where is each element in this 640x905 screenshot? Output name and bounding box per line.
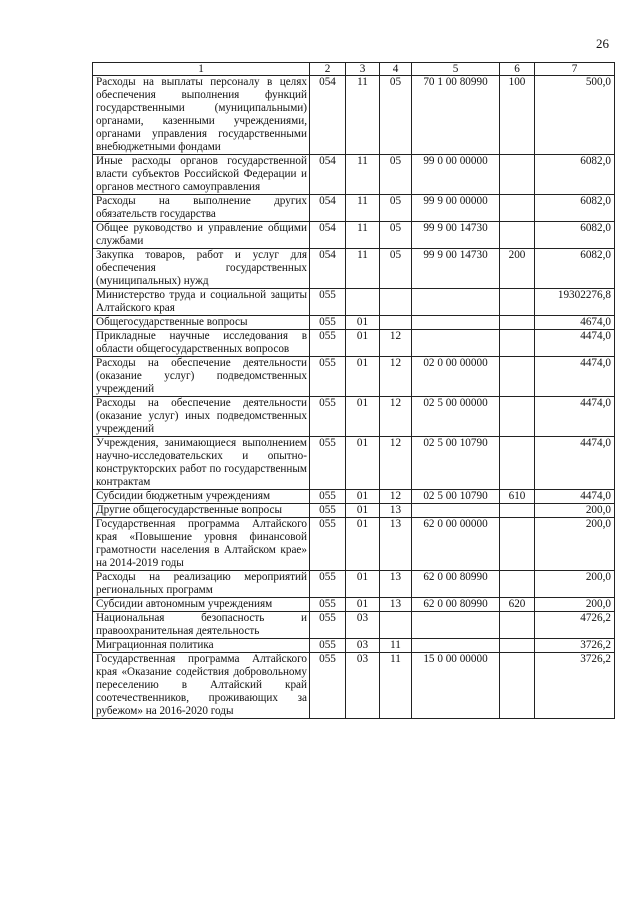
col-header-vr: 6 bbox=[500, 63, 535, 76]
cell-pr: 05 bbox=[380, 76, 412, 155]
cell-name: Государственная программа Алтайского края «Повышение уровня финансовой грамотности населения в Алтайском крае» на 2014-2019 годы bbox=[93, 518, 310, 571]
cell-name: Другие общегосударственные вопросы bbox=[93, 504, 310, 518]
cell-csr: 99 0 00 00000 bbox=[412, 155, 500, 195]
cell-csr bbox=[412, 612, 500, 639]
cell-name: Расходы на реализацию мероприятий региональных программ bbox=[93, 571, 310, 598]
cell-rz: 11 bbox=[346, 76, 380, 155]
cell-csr bbox=[412, 504, 500, 518]
cell-name: Расходы на выплаты персоналу в целях обеспечения выполнения функций государственными (муниципальными) органами, казенными учреждениями, органами управления государственными внебюджетными фондами bbox=[93, 76, 310, 155]
cell-ved: 054 bbox=[310, 76, 346, 155]
cell-ved: 055 bbox=[310, 397, 346, 437]
cell-vr bbox=[500, 222, 535, 249]
cell-name: Общегосударственные вопросы bbox=[93, 316, 310, 330]
cell-sum: 4474,0 bbox=[535, 490, 615, 504]
cell-rz: 01 bbox=[346, 504, 380, 518]
cell-pr: 05 bbox=[380, 155, 412, 195]
cell-sum: 4674,0 bbox=[535, 316, 615, 330]
cell-pr: 12 bbox=[380, 357, 412, 397]
cell-rz: 11 bbox=[346, 195, 380, 222]
cell-sum: 19302276,8 bbox=[535, 289, 615, 316]
cell-vr bbox=[500, 155, 535, 195]
page-number: 26 bbox=[596, 36, 609, 51]
cell-vr bbox=[500, 437, 535, 490]
cell-vr bbox=[500, 504, 535, 518]
cell-pr: 11 bbox=[380, 653, 412, 719]
col-header-rz: 3 bbox=[346, 63, 380, 76]
cell-csr: 62 0 00 00000 bbox=[412, 518, 500, 571]
cell-ved: 055 bbox=[310, 639, 346, 653]
cell-pr: 13 bbox=[380, 518, 412, 571]
col-header-csr: 5 bbox=[412, 63, 500, 76]
cell-vr bbox=[500, 639, 535, 653]
cell-pr: 12 bbox=[380, 437, 412, 490]
cell-csr: 02 5 00 10790 bbox=[412, 437, 500, 490]
table-row bbox=[93, 437, 615, 490]
table-row bbox=[93, 504, 615, 518]
cell-rz: 01 bbox=[346, 330, 380, 357]
cell-sum: 4474,0 bbox=[535, 330, 615, 357]
cell-sum: 200,0 bbox=[535, 518, 615, 571]
cell-name: Расходы на обеспечение деятельности (оказание услуг) иных подведомственных учреждений bbox=[93, 397, 310, 437]
cell-rz: 01 bbox=[346, 397, 380, 437]
cell-csr: 02 5 00 00000 bbox=[412, 397, 500, 437]
table-row bbox=[93, 316, 615, 330]
cell-sum: 6082,0 bbox=[535, 249, 615, 289]
col-header-ved: 2 bbox=[310, 63, 346, 76]
cell-name: Государственная программа Алтайского края «Оказание содействия добровольному переселению в Алтайский край соотечественников, проживающих за рубежом» на 2016-2020 годы bbox=[93, 653, 310, 719]
cell-sum: 200,0 bbox=[535, 571, 615, 598]
cell-name: Министерство труда и социальной защиты Алтайского края bbox=[93, 289, 310, 316]
cell-sum: 6082,0 bbox=[535, 155, 615, 195]
cell-vr: 620 bbox=[500, 598, 535, 612]
cell-vr bbox=[500, 316, 535, 330]
cell-name: Субсидии бюджетным учреждениям bbox=[93, 490, 310, 504]
cell-csr: 62 0 00 80990 bbox=[412, 571, 500, 598]
cell-sum: 200,0 bbox=[535, 598, 615, 612]
table-row bbox=[93, 222, 615, 249]
cell-pr: 13 bbox=[380, 598, 412, 612]
cell-sum: 4726,2 bbox=[535, 612, 615, 639]
cell-csr bbox=[412, 639, 500, 653]
cell-vr bbox=[500, 289, 535, 316]
col-header-sum: 7 bbox=[535, 63, 615, 76]
cell-csr: 15 0 00 00000 bbox=[412, 653, 500, 719]
table-row bbox=[93, 571, 615, 598]
cell-name: Национальная безопасность и правоохранительная деятельность bbox=[93, 612, 310, 639]
table-row bbox=[93, 397, 615, 437]
cell-csr: 99 9 00 14730 bbox=[412, 222, 500, 249]
cell-vr bbox=[500, 330, 535, 357]
cell-pr: 13 bbox=[380, 504, 412, 518]
cell-sum: 3726,2 bbox=[535, 653, 615, 719]
cell-sum: 4474,0 bbox=[535, 397, 615, 437]
cell-ved: 054 bbox=[310, 195, 346, 222]
cell-name: Субсидии автономным учреждениям bbox=[93, 598, 310, 612]
cell-rz: 01 bbox=[346, 357, 380, 397]
budget-table bbox=[92, 62, 615, 719]
cell-name: Расходы на обеспечение деятельности (оказание услуг) подведомственных учреждений bbox=[93, 357, 310, 397]
cell-vr bbox=[500, 653, 535, 719]
cell-csr: 02 0 00 00000 bbox=[412, 357, 500, 397]
cell-vr bbox=[500, 195, 535, 222]
cell-name: Иные расходы органов государственной власти субъектов Российской Федерации и органов местного самоуправления bbox=[93, 155, 310, 195]
cell-vr bbox=[500, 397, 535, 437]
table-row bbox=[93, 195, 615, 222]
cell-pr: 12 bbox=[380, 330, 412, 357]
table-row bbox=[93, 518, 615, 571]
cell-csr bbox=[412, 289, 500, 316]
cell-rz: 03 bbox=[346, 639, 380, 653]
cell-ved: 055 bbox=[310, 316, 346, 330]
cell-vr: 200 bbox=[500, 249, 535, 289]
cell-rz: 03 bbox=[346, 653, 380, 719]
col-header-pr: 4 bbox=[380, 63, 412, 76]
cell-vr: 100 bbox=[500, 76, 535, 155]
table-row bbox=[93, 639, 615, 653]
cell-vr bbox=[500, 518, 535, 571]
cell-csr: 62 0 00 80990 bbox=[412, 598, 500, 612]
cell-sum: 6082,0 bbox=[535, 195, 615, 222]
cell-csr: 02 5 00 10790 bbox=[412, 490, 500, 504]
cell-pr: 12 bbox=[380, 490, 412, 504]
table-row bbox=[93, 249, 615, 289]
cell-ved: 055 bbox=[310, 653, 346, 719]
table-row bbox=[93, 612, 615, 639]
cell-ved: 055 bbox=[310, 437, 346, 490]
cell-pr bbox=[380, 612, 412, 639]
cell-rz: 11 bbox=[346, 222, 380, 249]
cell-pr bbox=[380, 316, 412, 330]
cell-ved: 055 bbox=[310, 357, 346, 397]
cell-name: Миграционная политика bbox=[93, 639, 310, 653]
cell-ved: 055 bbox=[310, 612, 346, 639]
cell-pr: 05 bbox=[380, 222, 412, 249]
cell-sum: 3726,2 bbox=[535, 639, 615, 653]
cell-csr: 99 9 00 00000 bbox=[412, 195, 500, 222]
cell-name: Закупка товаров, работ и услуг для обеспечения государственных (муниципальных) нужд bbox=[93, 249, 310, 289]
cell-pr: 11 bbox=[380, 639, 412, 653]
cell-ved: 055 bbox=[310, 289, 346, 316]
cell-rz: 01 bbox=[346, 571, 380, 598]
cell-rz: 01 bbox=[346, 437, 380, 490]
cell-csr: 70 1 00 80990 bbox=[412, 76, 500, 155]
cell-sum: 4474,0 bbox=[535, 357, 615, 397]
cell-ved: 054 bbox=[310, 249, 346, 289]
table-row bbox=[93, 330, 615, 357]
cell-ved: 055 bbox=[310, 330, 346, 357]
cell-rz: 11 bbox=[346, 155, 380, 195]
table-row bbox=[93, 357, 615, 397]
table-row bbox=[93, 490, 615, 504]
cell-name: Прикладные научные исследования в области общегосударственных вопросов bbox=[93, 330, 310, 357]
cell-ved: 055 bbox=[310, 598, 346, 612]
cell-pr: 05 bbox=[380, 195, 412, 222]
table-row bbox=[93, 76, 615, 155]
cell-sum: 4474,0 bbox=[535, 437, 615, 490]
cell-vr bbox=[500, 612, 535, 639]
cell-rz: 01 bbox=[346, 598, 380, 612]
cell-name: Расходы на выполнение других обязательств государства bbox=[93, 195, 310, 222]
table-row bbox=[93, 598, 615, 612]
cell-name: Общее руководство и управление общими службами bbox=[93, 222, 310, 249]
cell-vr bbox=[500, 571, 535, 598]
cell-sum: 200,0 bbox=[535, 504, 615, 518]
cell-rz: 11 bbox=[346, 249, 380, 289]
table-row bbox=[93, 653, 615, 719]
cell-rz: 01 bbox=[346, 316, 380, 330]
cell-ved: 055 bbox=[310, 571, 346, 598]
cell-csr: 99 9 00 14730 bbox=[412, 249, 500, 289]
cell-ved: 055 bbox=[310, 504, 346, 518]
cell-rz: 01 bbox=[346, 490, 380, 504]
header-row bbox=[93, 63, 615, 76]
cell-pr: 13 bbox=[380, 571, 412, 598]
cell-sum: 500,0 bbox=[535, 76, 615, 155]
cell-pr bbox=[380, 289, 412, 316]
cell-ved: 055 bbox=[310, 518, 346, 571]
cell-sum: 6082,0 bbox=[535, 222, 615, 249]
table-row bbox=[93, 155, 615, 195]
col-header-name: 1 bbox=[93, 63, 310, 76]
cell-csr bbox=[412, 330, 500, 357]
cell-name: Учреждения, занимающиеся выполнением научно-исследовательских и опытно-конструкторских работ по государственным контрактам bbox=[93, 437, 310, 490]
cell-ved: 055 bbox=[310, 490, 346, 504]
cell-ved: 054 bbox=[310, 222, 346, 249]
cell-pr: 12 bbox=[380, 397, 412, 437]
cell-rz: 03 bbox=[346, 612, 380, 639]
cell-rz: 01 bbox=[346, 518, 380, 571]
cell-vr: 610 bbox=[500, 490, 535, 504]
cell-rz bbox=[346, 289, 380, 316]
cell-pr: 05 bbox=[380, 249, 412, 289]
cell-ved: 054 bbox=[310, 155, 346, 195]
cell-vr bbox=[500, 357, 535, 397]
table-row bbox=[93, 289, 615, 316]
cell-csr bbox=[412, 316, 500, 330]
